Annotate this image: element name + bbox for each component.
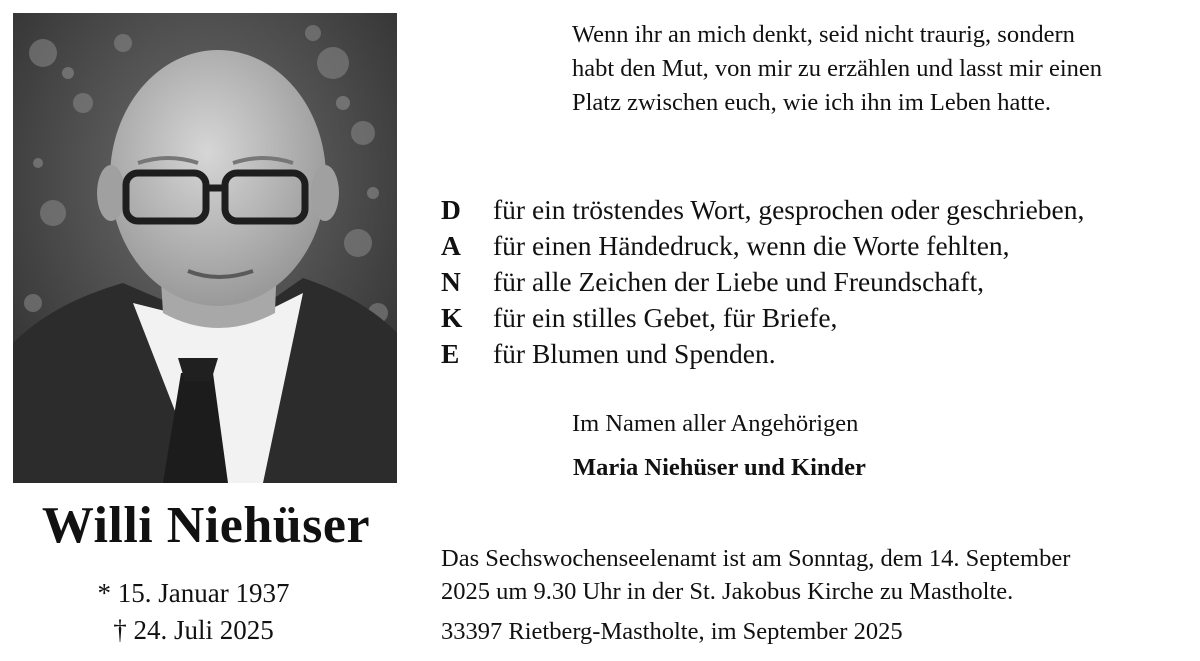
danke-letter: A — [441, 230, 461, 261]
quote-line: habt den Mut, von mir zu erzählen und lasst mir einen — [572, 55, 1103, 82]
portrait-illustration — [13, 13, 397, 483]
signature-family: Maria Niehüser und Kinder — [573, 454, 866, 481]
memorial-quote — [572, 18, 1182, 120]
portrait-photo — [13, 13, 397, 483]
danke-text: für ein stilles Gebet, für Briefe, — [493, 302, 838, 333]
danke-text: für alle Zeichen der Liebe und Freundschaft, — [493, 266, 984, 297]
death-date: † 24. Juli 2025 — [113, 615, 274, 645]
quote-line: Platz zwischen euch, wie ich ihn im Leben hatte. — [572, 89, 1051, 116]
notice-line: Das Sechswochenseelenamt ist am Sonntag, dem 14. September — [441, 545, 1071, 572]
danke-acrostic — [441, 192, 1181, 372]
danke-row-d — [441, 192, 1181, 228]
mass-notice — [441, 542, 1181, 608]
danke-text: für Blumen und Spenden. — [493, 338, 776, 369]
quote-line: Wenn ihr an mich denkt, seid nicht traurig, sondern — [572, 21, 1075, 48]
danke-letter: N — [441, 266, 461, 297]
danke-text: für ein tröstendes Wort, gesprochen oder geschrieben, — [493, 194, 1085, 225]
notice-line: 2025 um 9.30 Uhr in der St. Jakobus Kirche zu Mastholte. — [441, 578, 1014, 605]
danke-letter: D — [441, 194, 461, 225]
danke-row-n — [441, 264, 1181, 300]
danke-letter: K — [441, 302, 463, 333]
place-date: 33397 Rietberg-Mastholte, im September 2025 — [441, 618, 903, 645]
danke-letter: E — [441, 338, 460, 369]
danke-text: für einen Händedruck, wenn die Worte fehlten, — [493, 230, 1010, 261]
danke-row-a — [441, 228, 1181, 264]
deceased-name: Willi Niehüser — [41, 497, 371, 554]
danke-row-k — [441, 300, 1181, 336]
danke-row-e — [441, 336, 1181, 372]
signature-intro: Im Namen aller Angehörigen — [572, 410, 859, 437]
birth-date: * 15. Januar 1937 — [97, 578, 290, 608]
